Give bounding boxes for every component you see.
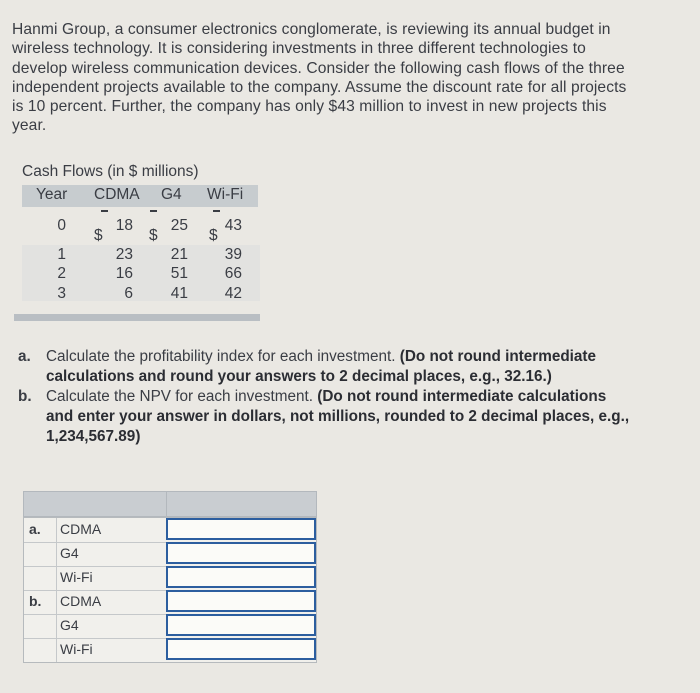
answer-item-label: Wi-Fi <box>60 569 93 585</box>
cash-flows-header <box>22 185 258 207</box>
question-b-instruction: (Do not round intermediate calculations <box>317 388 607 405</box>
wifi-year-0: 43 <box>224 217 242 234</box>
question-b-instruction-2: and enter your answer in dollars, not millions, rounded to 2 decimal places, e.g., <box>46 408 630 425</box>
pi-g4-input[interactable] <box>166 542 316 564</box>
npv-wifi-input[interactable] <box>166 638 316 660</box>
question-a-text: Calculate the profitability index for each investment. <box>46 348 396 365</box>
problem-line: year. <box>12 117 47 135</box>
header-cdma: CDMA <box>94 186 140 203</box>
answer-item-label: CDMA <box>60 521 102 537</box>
answer-item-label: G4 <box>60 545 79 561</box>
problem-statement <box>12 20 694 136</box>
answer-row-a-wifi <box>24 566 316 591</box>
answer-item-label: G4 <box>60 617 79 633</box>
table-scrollbar[interactable] <box>14 314 260 321</box>
problem-line: Hanmi Group, a consumer electronics conglomerate, is reviewing its annual budget in <box>12 21 611 38</box>
cdma-year-1: 23 <box>115 246 133 263</box>
answer-row-b-g4 <box>24 614 316 639</box>
header-wifi: Wi-Fi <box>207 186 244 203</box>
answer-row-b-wifi <box>24 638 316 662</box>
answer-row-a-cdma <box>24 518 316 543</box>
question-a-instruction-2: calculations and round your answers to 2 decimal places, e.g., 32.16.) <box>46 368 552 385</box>
cdma-year-3: 6 <box>124 285 133 302</box>
question-b-text: Calculate the NPV for each investment. <box>46 388 313 405</box>
answer-table-header <box>23 491 317 517</box>
question-b-label: b. <box>18 388 32 405</box>
npv-cdma-input[interactable] <box>166 590 316 612</box>
wifi-year-3: 42 <box>224 285 242 302</box>
year-0: 0 <box>57 217 66 234</box>
year-1: 1 <box>57 246 66 263</box>
year-3: 3 <box>57 285 66 302</box>
pi-wifi-input[interactable] <box>166 566 316 588</box>
dollar-sign: $ <box>209 227 218 244</box>
question-b <box>18 387 678 447</box>
problem-line: independent projects available to the company. Assume the discount rate for all projects <box>12 78 627 96</box>
problem-line: wireless technology. It is considering investments in three different technologies to <box>12 40 586 58</box>
answer-row-a-g4 <box>24 542 316 567</box>
negative-sign <box>101 210 108 212</box>
g4-year-0: 25 <box>170 217 188 234</box>
header-year: Year <box>36 186 68 203</box>
answer-item-label: CDMA <box>60 593 102 609</box>
answer-row-b-cdma <box>24 590 316 615</box>
question-b-instruction-3: 1,234,567.89) <box>46 428 141 445</box>
question-a-label: a. <box>18 348 31 365</box>
dollar-sign: $ <box>94 227 103 244</box>
wifi-year-1: 39 <box>224 246 242 263</box>
answer-part-b-label: b. <box>29 593 42 609</box>
g4-year-1: 21 <box>170 246 188 263</box>
dollar-sign: $ <box>149 227 158 244</box>
negative-sign <box>213 210 220 212</box>
wifi-year-2: 66 <box>224 265 242 282</box>
cdma-year-2: 16 <box>115 265 133 282</box>
pi-cdma-input[interactable] <box>166 518 316 540</box>
problem-line: is 10 percent. Further, the company has only $43 million to invest in new projects this <box>12 98 607 116</box>
npv-g4-input[interactable] <box>166 614 316 636</box>
negative-sign <box>150 210 157 212</box>
g4-year-2: 51 <box>170 265 188 282</box>
problem-line: develop wireless communication devices. Consider the following cash flows of the three <box>12 59 625 77</box>
answer-table <box>23 517 317 663</box>
g4-year-3: 41 <box>170 285 188 302</box>
answer-part-a-label: a. <box>29 521 41 537</box>
cdma-year-0: 18 <box>115 217 133 234</box>
year-2: 2 <box>57 265 66 282</box>
header-g4: G4 <box>161 186 182 203</box>
answer-item-label: Wi-Fi <box>60 641 93 657</box>
question-a-instruction: (Do not round intermediate <box>399 348 597 365</box>
question-a <box>18 347 678 387</box>
cash-flows-title: Cash Flows (in $ millions) <box>22 163 199 180</box>
